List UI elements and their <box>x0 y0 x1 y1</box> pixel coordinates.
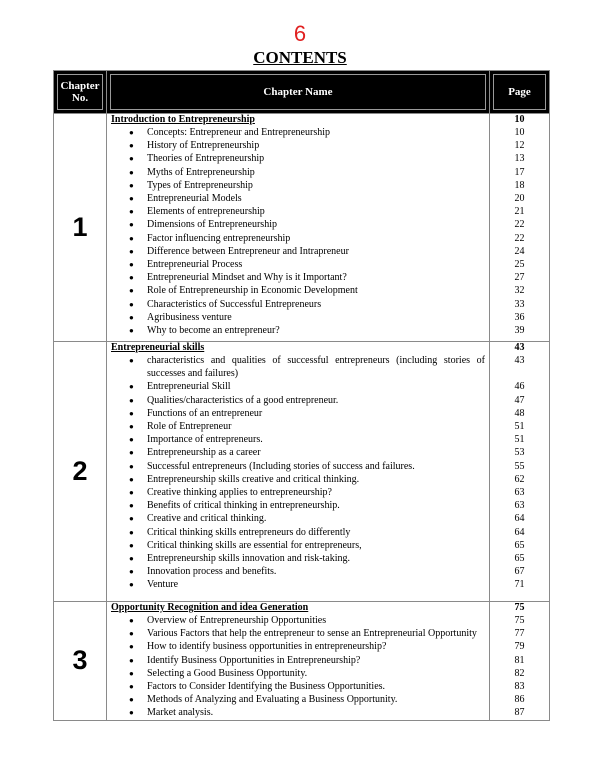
bullet-icon: ● <box>129 246 134 256</box>
topic-item <box>107 693 489 706</box>
bullet-icon: ● <box>129 233 134 243</box>
topic-page: 65 <box>514 539 525 551</box>
topic-text: Factors to Consider Identifying the Business Opportunities. <box>147 681 386 693</box>
topic-page: 10 <box>514 127 525 138</box>
topic-page: 63 <box>514 487 525 499</box>
bullet-icon: ● <box>129 395 134 405</box>
chapter-start-page: 75 <box>514 602 525 613</box>
topic-text: Successful entrepreneurs (Including stories of success and failures. <box>147 460 415 472</box>
topic-text: Innovation process and benefits. <box>147 566 277 578</box>
bullet-icon: ● <box>129 580 134 590</box>
chapter-name-cell <box>107 342 490 602</box>
chapter-row-2 <box>54 342 550 602</box>
page-number-cell <box>490 114 550 342</box>
topic-text: Entrepreneurial Process <box>147 259 243 271</box>
topic-text: Functions of an entrepreneur <box>147 407 263 419</box>
chapter-row-1 <box>54 114 550 342</box>
topic-item <box>107 179 489 192</box>
bullet-icon: ● <box>129 488 134 498</box>
topic-page: 22 <box>514 219 525 231</box>
topic-item <box>107 284 489 297</box>
bullet-icon: ● <box>129 260 134 270</box>
bullet-icon: ● <box>129 567 134 577</box>
topic-item <box>107 298 489 311</box>
topic-item <box>107 499 489 512</box>
topic-page: 21 <box>514 206 525 218</box>
topic-page: 83 <box>514 681 525 693</box>
topic-text: Elements of entrepreneurship <box>147 206 265 218</box>
topic-text: Various Factors that help the entrepreneur to sense an Entrepreneurial Opportunity <box>147 628 477 640</box>
topic-page: 71 <box>514 579 525 591</box>
topic-page: 43 <box>514 355 525 366</box>
bullet-icon: ● <box>129 408 134 418</box>
topic-page: 64 <box>514 526 525 538</box>
topic-text: Entrepreneurial Skill <box>147 381 231 393</box>
topic-item <box>107 565 489 578</box>
bullet-icon: ● <box>129 501 134 511</box>
topic-page: 55 <box>514 460 525 472</box>
topic-text: Qualities/characteristics of a good entrepreneur. <box>147 394 339 406</box>
bullet-icon: ● <box>129 668 134 678</box>
topic-text: Dimensions of Entrepreneurship <box>147 219 277 231</box>
topic-text: Difference between Entrepreneur and Intrapreneur <box>147 245 349 257</box>
topic-page: 36 <box>514 311 525 323</box>
topic-page: 27 <box>514 272 525 284</box>
topic-text: Entrepreneurship skills creative and critical thinking. <box>147 473 360 485</box>
topic-item <box>107 311 489 324</box>
topic-page: 51 <box>514 421 525 432</box>
bullet-icon: ● <box>129 527 134 537</box>
topic-text: Venture <box>147 579 179 591</box>
topic-item <box>107 324 489 337</box>
page-number: 6 <box>293 21 307 46</box>
contents-title: CONTENTS <box>253 48 347 67</box>
topic-item <box>107 627 489 640</box>
topic-text: How to identify business opportunities in entrepreneurship? <box>147 641 387 653</box>
topic-item <box>107 667 489 680</box>
chapter-name-cell <box>107 602 490 721</box>
topic-list <box>107 354 489 592</box>
topic-text: Critical thinking skills are essential for entrepreneurs, <box>147 539 362 551</box>
contents-table <box>53 70 550 721</box>
topic-page: 39 <box>514 325 525 337</box>
bullet-icon: ● <box>129 180 134 190</box>
topic-page: 67 <box>514 566 525 578</box>
bullet-icon: ● <box>129 540 134 550</box>
topic-item <box>107 139 489 152</box>
chapter-number: 3 <box>72 645 88 676</box>
chapter-number-cell <box>54 114 107 342</box>
topic-page: 62 <box>514 473 525 485</box>
bullet-icon: ● <box>129 616 134 625</box>
topic-text: Role of Entrepreneurship in Economic Development <box>147 285 358 297</box>
bullet-icon: ● <box>129 695 134 705</box>
topic-page: 82 <box>514 667 525 679</box>
topic-item <box>107 166 489 179</box>
topic-text: Entrepreneurial Models <box>147 193 242 205</box>
topic-item <box>107 152 489 165</box>
topic-text: Entrepreneurship skills innovation and risk-taking. <box>147 553 351 565</box>
table-body <box>54 114 550 721</box>
topic-text: Benefits of critical thinking in entrepreneurship. <box>147 500 340 512</box>
topic-item <box>107 526 489 539</box>
bullet-icon: ● <box>129 194 134 204</box>
bullet-icon: ● <box>129 220 134 230</box>
bullet-icon: ● <box>129 435 134 445</box>
topic-text: History of Entrepreneurship <box>147 140 260 152</box>
bullet-icon: ● <box>129 422 134 432</box>
topic-text: Critical thinking skills entrepreneurs do differently <box>147 526 351 538</box>
topic-text: Selecting a Good Business Opportunity. <box>147 667 308 679</box>
bullet-icon: ● <box>129 299 134 309</box>
chapter-title: Opportunity Recognition and idea Generation <box>111 602 309 613</box>
chapter-title: Introduction to Entrepreneurship <box>111 114 255 125</box>
bullet-icon: ● <box>129 128 134 137</box>
topic-text: Methods of Analyzing and Evaluating a Business Opportunity. <box>147 694 398 706</box>
bullet-icon: ● <box>129 356 134 365</box>
topic-page: 17 <box>514 166 525 178</box>
topic-item <box>107 407 489 420</box>
topic-item <box>107 473 489 486</box>
topic-page: 81 <box>514 654 525 666</box>
chapter-row-3 <box>54 602 550 721</box>
bullet-icon: ● <box>129 167 134 177</box>
topic-item <box>107 512 489 525</box>
bullet-icon: ● <box>129 554 134 564</box>
topic-text: Identify Business Opportunities in Entrepreneurship? <box>147 654 361 666</box>
topic-page: 65 <box>514 553 525 565</box>
topic-page: 75 <box>514 615 525 626</box>
topic-text: Theories of Entrepreneurship <box>147 153 265 165</box>
topic-text: Creative and critical thinking. <box>147 513 267 525</box>
topic-page: 12 <box>514 140 525 152</box>
topic-page: 24 <box>514 245 525 257</box>
topic-page: 18 <box>514 179 525 191</box>
topic-item <box>107 354 489 380</box>
topic-list <box>107 614 489 720</box>
header-chapter-no: Chapter No. <box>54 71 107 114</box>
chapter-title: Entrepreneurial skills <box>111 342 205 353</box>
chapter-start-page: 10 <box>514 114 525 125</box>
bullet-icon: ● <box>129 708 134 718</box>
topic-item <box>107 486 489 499</box>
bullet-icon: ● <box>129 514 134 524</box>
bullet-icon: ● <box>129 474 134 484</box>
topic-item <box>107 126 489 139</box>
bullet-icon: ● <box>129 273 134 283</box>
bullet-icon: ● <box>129 642 134 652</box>
topic-page: 79 <box>514 641 525 653</box>
topic-text: Market analysis. <box>147 707 214 719</box>
topic-page: 32 <box>514 285 525 297</box>
topic-page: 33 <box>514 298 525 310</box>
topic-item <box>107 433 489 446</box>
topic-page: 63 <box>514 500 525 512</box>
topic-text: characteristics and qualities of successful entrepreneurs (including stories of successes and failures) <box>147 355 485 380</box>
topic-page: 25 <box>514 259 525 271</box>
topic-list <box>107 126 489 337</box>
bullet-icon: ● <box>129 312 134 322</box>
topic-text: Creative thinking applies to entrepreneurship? <box>147 487 332 499</box>
topic-item <box>107 192 489 205</box>
topic-page: 46 <box>514 381 525 393</box>
topic-text: Entrepreneurship as a career <box>147 447 261 459</box>
topic-text: Types of Entrepreneurship <box>147 179 253 191</box>
topic-page: 53 <box>514 447 525 459</box>
topic-page: 87 <box>514 707 525 719</box>
topic-item <box>107 245 489 258</box>
topic-item <box>107 446 489 459</box>
topic-item <box>107 205 489 218</box>
topic-item <box>107 680 489 693</box>
topic-item <box>107 460 489 473</box>
topic-page: 20 <box>514 193 525 205</box>
header-chapter-name: Chapter Name <box>107 71 490 114</box>
topic-item <box>107 640 489 653</box>
bullet-icon: ● <box>129 461 134 471</box>
chapter-number-cell <box>54 342 107 602</box>
bullet-icon: ● <box>129 207 134 217</box>
chapter-name-cell <box>107 114 490 342</box>
topic-text: Concepts: Entrepreneur and Entrepreneurship <box>147 127 330 138</box>
topic-text: Agribusiness venture <box>147 311 232 323</box>
chapter-number: 2 <box>72 456 88 486</box>
bullet-icon: ● <box>129 448 134 458</box>
topic-page: 13 <box>514 153 525 165</box>
topic-text: Importance of entrepreneurs. <box>147 434 263 446</box>
topic-page: 47 <box>514 394 525 406</box>
topic-item <box>107 654 489 667</box>
topic-item <box>107 258 489 271</box>
topic-item <box>107 394 489 407</box>
bullet-icon: ● <box>129 382 134 392</box>
bullet-icon: ● <box>129 141 134 151</box>
topic-page: 86 <box>514 694 525 706</box>
topic-item <box>107 218 489 231</box>
topic-item <box>107 271 489 284</box>
bullet-icon: ● <box>129 655 134 665</box>
table-header-row <box>54 71 550 114</box>
topic-item <box>107 578 489 591</box>
topic-page: 22 <box>514 232 525 244</box>
topic-page: 51 <box>514 434 525 446</box>
topic-text: Factor influencing entrepreneurship <box>147 232 291 244</box>
header-page: Page <box>490 71 550 114</box>
page-number-cell <box>490 342 550 602</box>
topic-text: Entrepreneurial Mindset and Why is it Important? <box>147 272 347 284</box>
bullet-icon: ● <box>129 326 134 336</box>
chapter-number: 1 <box>72 212 88 242</box>
topic-text: Why to become an entrepreneur? <box>147 325 280 337</box>
topic-text: Overview of Entrepreneurship Opportunities <box>147 615 327 626</box>
topic-item <box>107 552 489 565</box>
chapter-number-cell <box>54 602 107 721</box>
bullet-icon: ● <box>129 682 134 692</box>
chapter-start-page: 43 <box>514 342 525 353</box>
topic-page: 48 <box>514 407 525 419</box>
topic-item <box>107 706 489 719</box>
topic-item <box>107 614 489 627</box>
topic-item <box>107 539 489 552</box>
topic-text: Myths of Entrepreneurship <box>147 166 255 178</box>
topic-text: Role of Entrepreneur <box>147 421 232 433</box>
bullet-icon: ● <box>129 286 134 296</box>
bullet-icon: ● <box>129 154 134 164</box>
page-number-cell <box>490 602 550 721</box>
bullet-icon: ● <box>129 629 134 639</box>
topic-item <box>107 380 489 393</box>
topic-text: Characteristics of Successful Entrepreneurs <box>147 298 322 310</box>
topic-page: 64 <box>514 513 525 525</box>
topic-item <box>107 232 489 245</box>
topic-page: 77 <box>514 628 525 640</box>
topic-item <box>107 420 489 433</box>
